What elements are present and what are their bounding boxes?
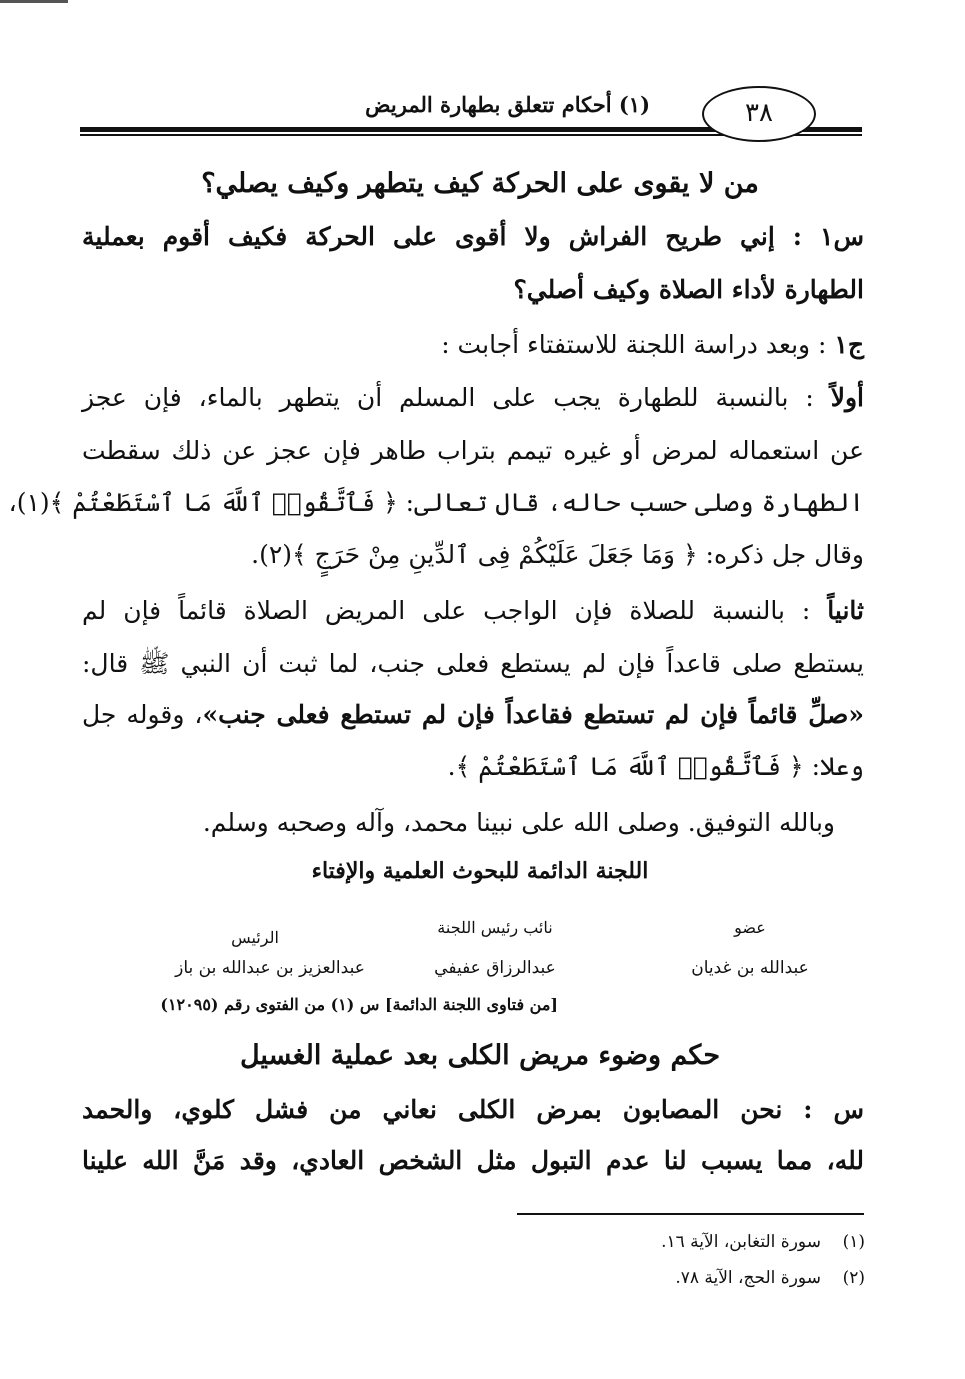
footnote-1 (661, 1232, 865, 1252)
question-label: س١ (820, 222, 864, 251)
question-line-2: الطهارة لأداء الصلاة وكيف أصلي؟ (513, 275, 864, 304)
signatory-role-president: الرئيس (231, 928, 279, 947)
second-point-line-2: يستطع صلى قاعداً فإن لم يستطع فعلى جنب، لما ثبت أن النبي ﷺ قال: (82, 649, 864, 678)
hadith-quote: «صلِّ قائماً فإن لم تستطع فقاعداً فإن لم تستطع فعلى جنب» (202, 700, 865, 729)
footnote-text: سورة الحج، الآية ٧٨. (675, 1268, 821, 1288)
fatwa-source: [من فتاوى اللجنة الدائمة] س (١) من الفتوى رقم (١٢٠٩٥) (160, 995, 558, 1014)
committee-name: اللجنة الدائمة للبحوث العلمية والإفتاء (311, 858, 649, 884)
first-point-line-1: أولاً : بالنسبة للطهارة يجب على المسلم أن يتطهر بالماء، فإن عجز (82, 383, 864, 412)
question-text: : إني طريح الفراش ولا أقوى على الحركة فكيف أقوم بعملية (82, 222, 803, 251)
answer-label: ج١ (834, 330, 864, 359)
footnote-number: (١) (842, 1232, 865, 1252)
first-label: أولاً (830, 383, 864, 412)
page-number: ٣٨ (702, 86, 816, 142)
signatory-role-deputy: نائب رئيس اللجنة (437, 918, 553, 937)
second-point-line-4: وعلا: ﴿ فَٱتَّقُوا۟ ٱللَّهَ مَا ٱسْتَطَعْتُمْ ﴾. (447, 752, 864, 781)
answer-intro (82, 330, 864, 359)
signatory-name-president: عبدالعزيز بن عبدالله بن باز (175, 958, 365, 978)
second-point-line-1: ثانياً : بالنسبة للصلاة فإن الواجب على المريض الصلاة قائماً فإن لم (82, 596, 864, 625)
answer-intro-text: : وبعد دراسة اللجنة للاستفتاء أجابت : (441, 330, 827, 359)
signatory-name-deputy: عبدالرزاق عفيفي (434, 958, 556, 978)
footnote-text: سورة التغابن، الآية ١٦. (661, 1232, 821, 1252)
top-edge-mark (0, 0, 68, 3)
second-label: ثانياً (827, 596, 864, 625)
signatory-role-member: عضو (734, 918, 766, 937)
second-point-line-3: «صلِّ قائماً فإن لم تستطع فقاعداً فإن لم تستطع فعلى جنب»، وقوله جل (82, 700, 865, 729)
footnote-number: (٢) (842, 1268, 865, 1288)
running-header: (١) أحكام تتعلق بطهارة المريض (365, 92, 650, 117)
signatory-name-member: عبدالله بن غديان (691, 958, 809, 978)
section-title: من لا يقوى على الحركة كيف يتطهر وكيف يصلي؟ (201, 168, 759, 199)
closing-text: وبالله التوفيق. وصلى الله على نبينا محمد، وآله وصحبه وسلم. (202, 808, 835, 837)
question-line-1 (82, 222, 864, 251)
footnote-rule (517, 1213, 864, 1215)
question2-line-2: لله، مما يسبب لنا عدم التبول مثل الشخص العادي، وقد مَنَّ الله علينا (82, 1146, 864, 1175)
first-point-line-2: عن استعماله لمرض أو غيره تيمم بتراب طاهر فإن عجز عن ذلك سقطت (82, 436, 864, 465)
first-point-line-3: الطهارة وصلى حسب حاله، قال تعالى: ﴿ فَٱتَّقُوا۟ ٱللَّهَ مَا ٱسْتَطَعْتُمْ ﴾(١)، (8, 488, 864, 517)
question2-line-1: س : نحن المصابون بمرض الكلى نعاني من فشل كلوي، والحمد (82, 1095, 864, 1124)
footnote-2 (675, 1268, 865, 1288)
section-title-2: حكم وضوء مريض الكلى بعد عملية الغسيل (239, 1040, 721, 1071)
question2-label: س (833, 1095, 864, 1124)
first-point-line-4: وقال جل ذكره: ﴿ وَمَا جَعَلَ عَلَيْكُمْ فِى ٱلدِّينِ مِنْ حَرَجٍ ﴾(٢). (251, 540, 864, 569)
